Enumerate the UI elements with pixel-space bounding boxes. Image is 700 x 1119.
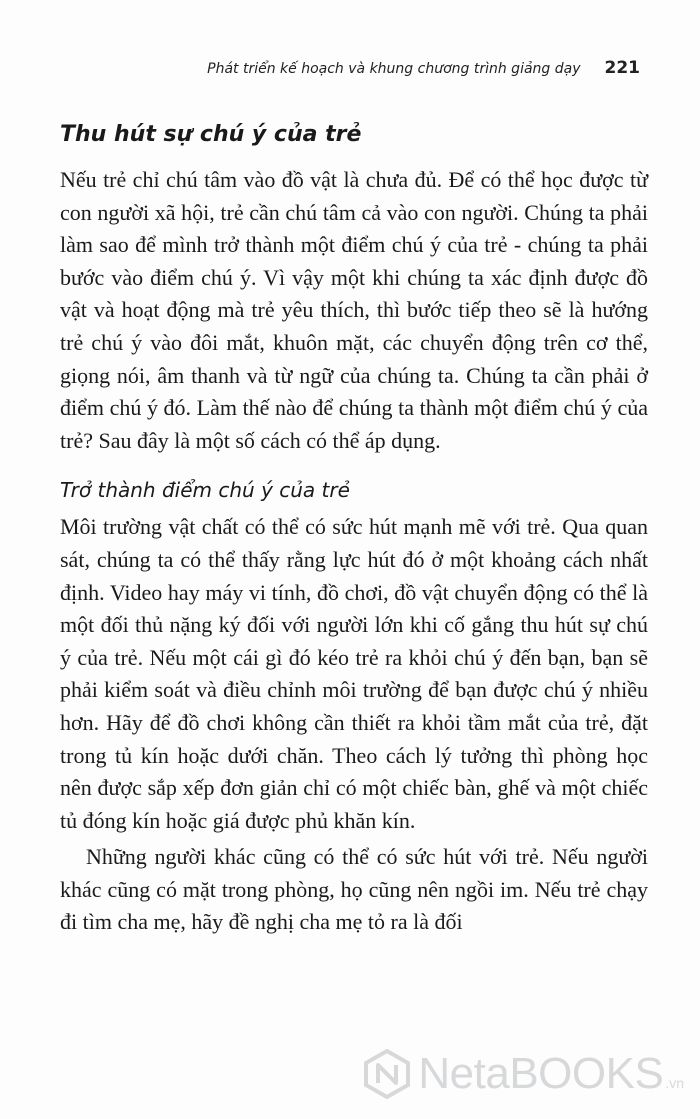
page-content [60, 120, 648, 939]
subsection-paragraph-1: Môi trường vật chất có thể có sức hút mạnh mẽ với trẻ. Qua quan sát, chúng ta có thể thấy rằng lực hút đó ở một khoảng cách nhất định. Video hay máy vi tính, đồ chơi, đồ vật chuyển động có thể là một đối thủ nặng ký đối với người lớn khi cố gắng thu hút sự chú ý của trẻ. Nếu một cái gì đó kéo trẻ ra khỏi chú ý đến bạn, bạn sẽ phải kiểm soát và điều chỉnh môi trường để bạn được chú ý nhiều hơn. Hãy để đồ chơi không cần thiết ra khỏi tầm mắt của trẻ, đặt trong tủ kín hoặc dưới chăn. Theo cách lý tưởng thì phòng học nên được sắp xếp đơn giản chỉ có một chiếc bàn, ghế và một chiếc tủ đóng kín hoặc giá được phủ khăn kín. [60, 514, 648, 833]
watermark-suffix: .vn [665, 1075, 684, 1091]
subsection-paragraph-2: Những người khác cũng có thể có sức hút với trẻ. Nếu người khác cũng có mặt trong phòng, họ cũng nên ngồi im. Nếu trẻ chạy đi tìm cha mẹ, hãy đề nghị cha mẹ tỏ ra là đối [60, 844, 648, 935]
netabooks-watermark [362, 1049, 684, 1099]
section-paragraph: Nếu trẻ chỉ chú tâm vào đồ vật là chưa đủ. Để có thể học được từ con người xã hội, trẻ cần chú tâm cả vào con người. Chúng ta phải làm sao để mình trở thành một điểm chú ý của trẻ - chúng ta phải bước vào điểm chú ý. Vì vậy một khi chúng ta xác định được đồ vật và hoạt động mà trẻ yêu thích, thì bước tiếp theo sẽ là hướng trẻ chú ý vào đôi mắt, khuôn mặt, các chuyển động trên cơ thể, giọng nói, âm thanh và từ ngữ của chúng ta. Chúng ta cần phải ở điểm chú ý đó. Làm thế nào để chúng ta thành một điểm chú ý của trẻ? Sau đây là một số cách có thể áp dụng. [60, 167, 648, 453]
running-title: Phát triển kế hoạch và khung chương trình giảng dạy [207, 61, 581, 77]
subsection-heading: Trở thành điểm chú ý của trẻ [60, 478, 350, 503]
netabooks-logo-icon [362, 1049, 412, 1099]
watermark-text: NetaBOOKS [418, 1049, 664, 1098]
section-heading: Thu hút sự chú ý của trẻ [60, 122, 362, 147]
page-number: 221 [604, 58, 640, 78]
running-header [60, 58, 640, 88]
